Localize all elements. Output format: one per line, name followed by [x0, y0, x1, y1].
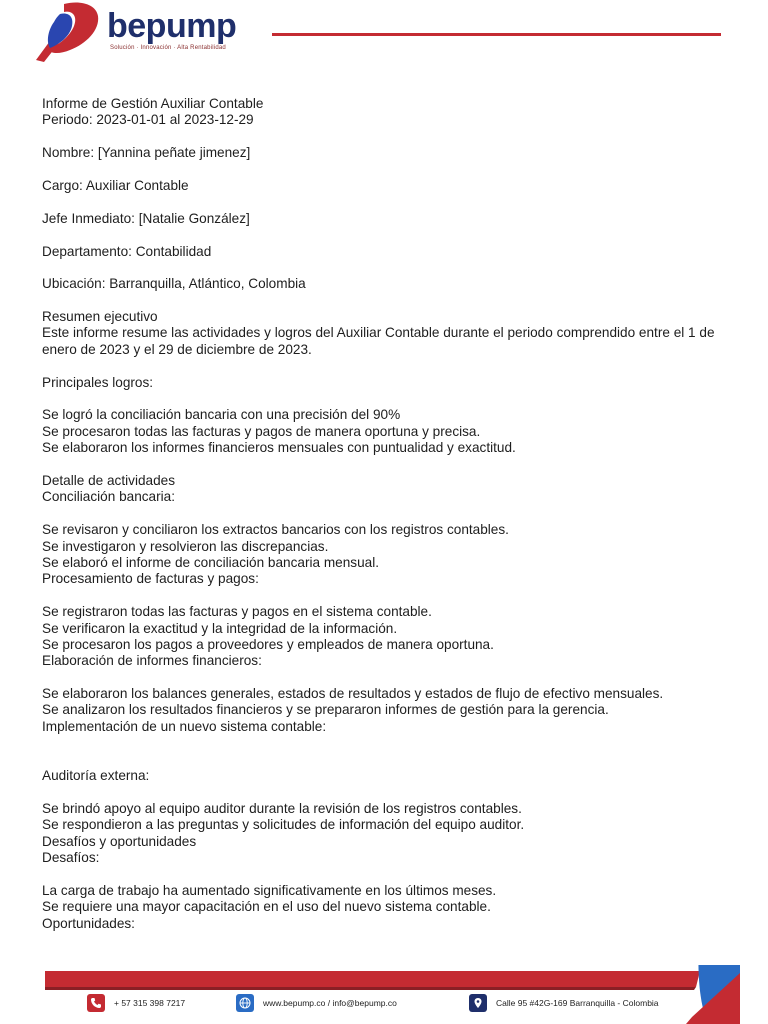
blank-line — [42, 457, 742, 473]
document-line: Se revisaron y conciliaron los extractos bancarios con los registros contables. — [42, 522, 509, 538]
blank-line — [42, 358, 742, 374]
document-line: Se brindó apoyo al equipo auditor durante la revisión de los registros contables. — [42, 800, 522, 816]
document-line: Implementación de un nuevo sistema contable: — [42, 718, 327, 734]
footer-address-text: Calle 95 #42G-169 Barranquilla - Colombia — [496, 998, 659, 1008]
document-line: La carga de trabajo ha aumentado significativamente en los últimos meses. — [42, 882, 497, 898]
footer-phone — [87, 994, 185, 1012]
document-line: Se analizaron los resultados financieros y se prepararon informes de gestión para la gerencia. — [42, 702, 609, 718]
blank-line — [42, 293, 742, 309]
blank-line — [42, 129, 742, 145]
document-line: Departamento: Contabilidad — [42, 243, 212, 259]
document-line: Informe de Gestión Auxiliar Contable — [42, 96, 264, 111]
blank-line — [42, 588, 742, 604]
document-line: Desafíos: — [42, 850, 100, 865]
document-line: Se investigaron y resolvieron las discrepancias. — [42, 538, 329, 554]
document-line: Nombre: [Yannina peñate jimenez] — [42, 145, 251, 161]
document-line: Se logró la conciliación bancaria con una precisión del 90% — [42, 407, 401, 423]
blank-line — [42, 194, 742, 210]
document-line: Se procesaron los pagos a proveedores y empleados de manera oportuna. — [42, 636, 494, 652]
footer-web-email-text[interactable]: www.bepump.co / info@bepump.co — [263, 998, 397, 1008]
document-line: Se elaboraron los balances generales, estados de resultados y estados de flujo de efectivo mensuales. — [42, 686, 664, 702]
document-line: Oportunidades: — [42, 915, 135, 931]
blank-line — [42, 735, 742, 751]
bepump-logo-mark-icon — [30, 0, 110, 68]
header-divider — [272, 33, 721, 36]
blank-line — [42, 162, 742, 178]
document-line: Ubicación: Barranquilla, Atlántico, Colombia — [42, 276, 306, 292]
location-pin-icon — [469, 994, 487, 1012]
document-line: Se respondieron a las preguntas y solicitudes de información del equipo auditor. — [42, 817, 525, 833]
blank-line — [42, 752, 742, 768]
brand-name: bepump — [107, 7, 237, 45]
document-line: Conciliación bancaria: — [42, 489, 175, 505]
phone-icon — [87, 994, 105, 1012]
blank-line — [42, 670, 742, 686]
document-line: Desafíos y oportunidades — [42, 833, 197, 849]
document-line: Principales logros: — [42, 374, 154, 390]
document-line: Procesamiento de facturas y pagos: — [42, 571, 259, 587]
globe-icon — [236, 994, 254, 1012]
blank-line — [42, 391, 742, 407]
document-line: Jefe Inmediato: [Natalie González] — [42, 210, 250, 226]
footer-web-email — [236, 994, 397, 1012]
footer-phone-text: + 57 315 398 7217 — [114, 998, 186, 1008]
blank-line — [42, 506, 742, 522]
document-line: Se registraron todas las facturas y pagos en el sistema contable. — [42, 604, 432, 620]
document-line: Periodo: 2023-01-01 al 2023-12-29 — [42, 112, 254, 128]
document-line: Se elaboró el informe de conciliación bancaria mensual. — [42, 554, 380, 570]
document-line: Se verificaron la exactitud y la integridad de la información. — [42, 620, 398, 636]
brand-tagline: Solución · Innovación · Alta Rentabilidad — [110, 45, 226, 51]
document-line: Se elaboraron los informes financieros mensuales con puntualidad y exactitud. — [42, 440, 516, 456]
document-line: Elaboración de informes financieros: — [42, 653, 262, 669]
document-line: Resumen ejecutivo — [42, 309, 158, 325]
blank-line — [42, 866, 742, 882]
document-line: Este informe resume las actividades y logros del Auxiliar Contable durante el periodo comprendido entre el 1 de enero de 2023 y el 29 de diciembre de 2023. — [42, 325, 715, 357]
document-line: Auditoría externa: — [42, 768, 150, 784]
document-body — [42, 96, 742, 932]
blank-line — [42, 227, 742, 243]
document-line: Cargo: Auxiliar Contable — [42, 177, 189, 193]
document-line: Se requiere una mayor capacitación en el uso del nuevo sistema contable. — [42, 899, 491, 915]
blank-line — [42, 784, 742, 800]
blank-line — [42, 260, 742, 276]
document-line: Detalle de actividades — [42, 473, 175, 489]
footer-address — [469, 994, 659, 1012]
document-line: Se procesaron todas las facturas y pagos de manera oportuna y precisa. — [42, 423, 481, 439]
